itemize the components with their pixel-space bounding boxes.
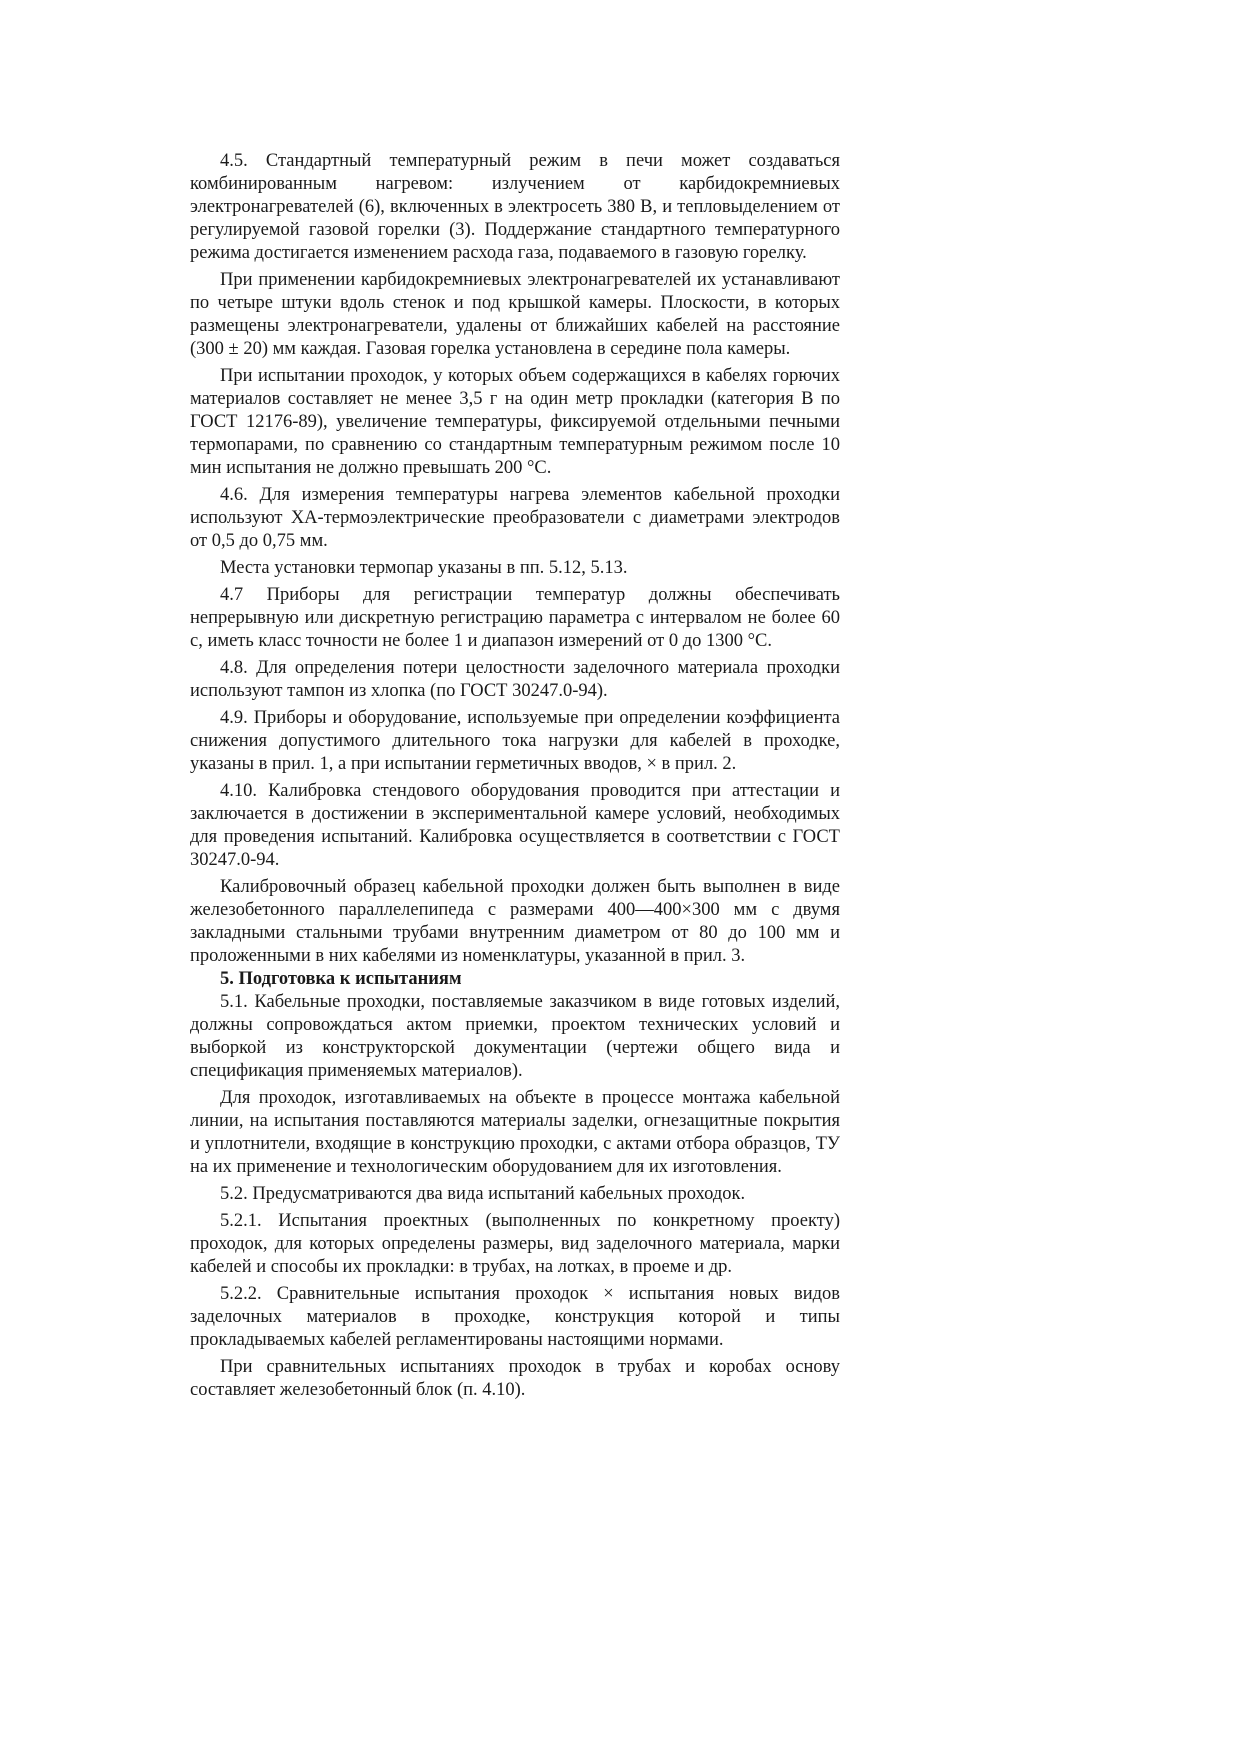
paragraph-5-2-1: 5.2.1. Испытания проектных (выполненных по конкретному проекту) проходок, для которых определены размеры, вид заделочного материала, марки кабелей и способы их прокладки: в трубах, на лотках, в проеме и др. — [190, 1211, 840, 1277]
paragraph-onsite-passages: Для проходок, изготавливаемых на объекте в процессе монтажа кабельной линии, на испытания поставляются материалы заделки, огнезащитные покрытия и уплотнители, входящие в конструкцию проходки, с актами отбора образцов, ТУ на их применение и технологическим оборудованием для их изготовления. — [190, 1088, 840, 1177]
paragraph-calibration-sample: Калибровочный образец кабельной проходки должен быть выполнен в виде железобетонного параллелепипеда с размерами 400—400×300 мм с двумя закладными стальными трубами внутренним диаметром от 80 до 100 мм и проложенными в них кабелями из номенклатуры, указанной в прил. 3. — [190, 877, 840, 966]
paragraph-4-7: 4.7 Приборы для регистрации температур должны обеспечивать непрерывную или дискретную регистрацию параметра с интервалом не более 60 с, иметь класс точности не более 1 и диапазон измерений от 0 до 1300 °С. — [190, 585, 840, 651]
paragraph-4-9: 4.9. Приборы и оборудование, используемые при определении коэффициента снижения допустимого длительного тока нагрузки для кабелей в проходке, указаны в прил. 1, а при испытании герметичных вводов, × в прил. 2. — [190, 708, 840, 774]
paragraph-5-2: 5.2. Предусматриваются два вида испытаний кабельных проходок. — [220, 1184, 746, 1204]
paragraph-heaters: При применении карбидокремниевых электронагревателей их устанавливают по четыре штуки вдоль стенок и под крышкой камеры. Плоскости, в которых размещены электронагреватели, удалены от ближайших кабелей на расстояние (300 ± 20) мм каждая. Газовая горелка установлена в середине пола камеры. — [190, 270, 840, 359]
paragraph-combustible: При испытании проходок, у которых объем содержащихся в кабелях горючих материалов составляет не менее 3,5 г на один метр прокладки (категория В по ГОСТ 12176-89), увеличение температуры, фиксируемой отдельными печными термопарами, по сравнению со стандартным температурным режимом после 10 мин испытания не должно превышать 200 °С. — [190, 366, 840, 478]
section-heading: 5. Подготовка к испытаниям — [220, 969, 462, 989]
paragraph-4-6: 4.6. Для измерения температуры нагрева элементов кабельной проходки используют ХА-термоэлектрические преобразователи с диаметрами электродов от 0,5 до 0,75 мм. — [190, 485, 840, 551]
paragraph-comparative-tests: При сравнительных испытаниях проходок в трубах и коробах основу составляет железобетонный блок (п. 4.10). — [190, 1357, 840, 1400]
paragraph-5-1: 5.1. Кабельные проходки, поставляемые заказчиком в виде готовых изделий, должны сопровождаться актом приемки, проектом технических условий и выборкой из конструкторской документации (чертежи общего вида и спецификация применяемых материалов). — [190, 992, 840, 1081]
paragraph-4-8: 4.8. Для определения потери целостности заделочного материала проходки используют тампон из хлопка (по ГОСТ 30247.0-94). — [190, 658, 840, 701]
document-page — [190, 150, 840, 1402]
paragraph-4-10: 4.10. Калибровка стендового оборудования проводится при аттестации и заключается в достижении в экспериментальной камере условий, необходимых для проведения испытаний. Калибровка осуществляется в соответствии с ГОСТ 30247.0-94. — [190, 781, 840, 870]
paragraph-5-2-2: 5.2.2. Сравнительные испытания проходок × испытания новых видов заделочных материалов в проходке, конструкция которой и типы прокладываемых кабелей регламентированы настоящими нормами. — [190, 1284, 840, 1350]
paragraph-thermocouple-places: Места установки термопар указаны в пп. 5.12, 5.13. — [220, 558, 628, 578]
paragraph-4-5: 4.5. Стандартный температурный режим в печи может создаваться комбинированным нагревом: излучением от карбидокремниевых электронагревателей (6), включенных в электросеть 380 В, и тепловыделением от регулируемой газовой горелки (3). Поддержание стандартного температурного режима достигается изменением расхода газа, подаваемого в газовую горелку. — [190, 151, 840, 263]
